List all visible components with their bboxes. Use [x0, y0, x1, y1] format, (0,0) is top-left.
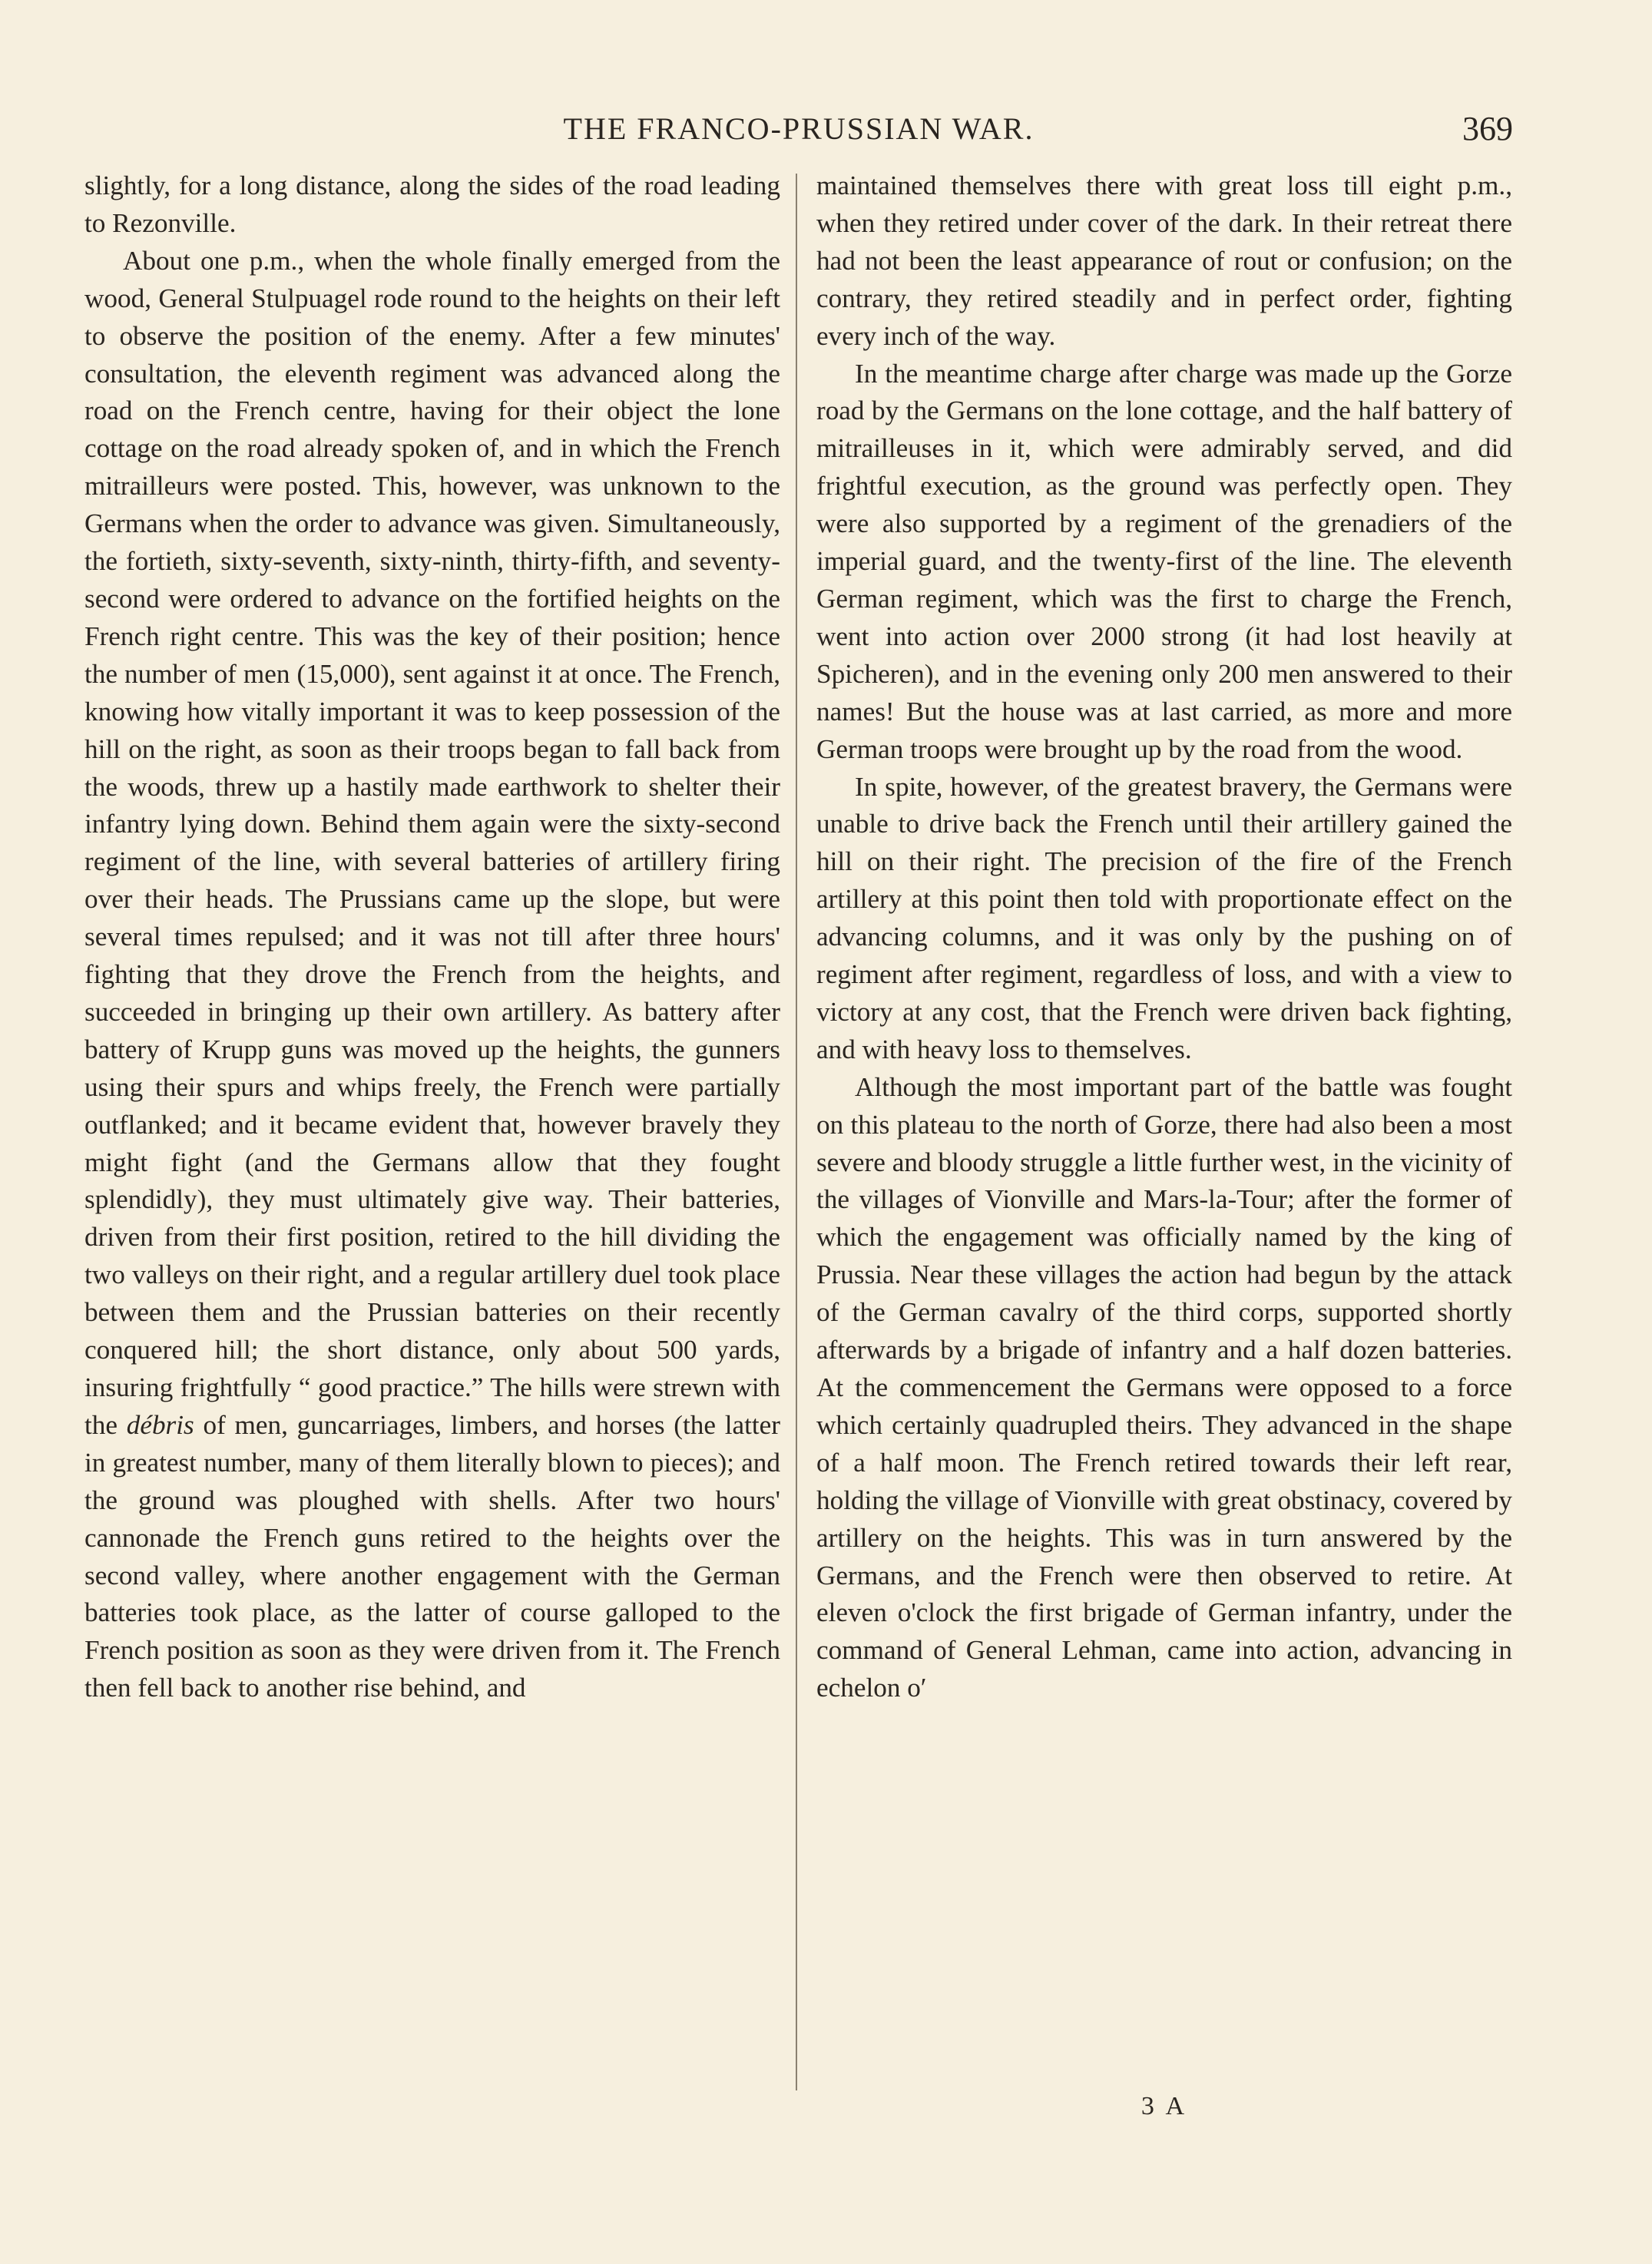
left-paragraph-1: slightly, for a long distance, along the sides of the road leading to Rezonville.	[84, 170, 780, 238]
column-rule	[796, 174, 797, 2090]
left-paragraph-2	[84, 243, 780, 1707]
left-paragraph-2-italic: débris	[126, 1409, 194, 1440]
signature-mark: 3 A	[1141, 2092, 1188, 2120]
right-paragraph-2: In the meantime charge after charge was made up the Gorze road by the Germans on the lone cottage, and the half battery of mitrailleuses in it, which were admirably served, and did frightful execution, as the ground was perfectly open. They were also supported by a regiment of the grenadiers of the imperial guard, and the twenty-first of the line. The eleventh German regiment, which was the first to charge the French, went into action over 2000 strong (it had lost heavily at Spicheren), and in the evening only 200 men answered to their names! But the house was at last carried, as more and more German troops were brought up by the road from the wood.	[816, 358, 1512, 764]
page-number: 369	[1462, 110, 1513, 147]
running-title: THE FRANCO-PRUSSIAN WAR.	[563, 111, 1035, 146]
left-paragraph-2-text-a: About one p.m., when the whole finally emerged from the wood, General Stulpuagel rode round to the heights on their left to observe the position of the enemy. After a few minutes' consultation, the eleventh regiment was advanced along the road on the French centre, having for their object the lone cottage on the road already spoken of, and in which the French mitrailleurs were posted. This, however, was unknown to the Germans when the order to advance was given. Simultaneously, the fortieth, sixty-seventh, sixty-ninth, thirty-fifth, and seventy-second were ordered to advance on the fortified heights on the French right centre. This was the key of their position; hence the number of men (15,000), sent against it at once. The French, knowing how vitally important it was to keep possession of the hill on the right, as soon as their troops began to fall back from the woods, threw up a hastily made earthwork to shelter their infantry lying down. Behind them again were the sixty-second regiment of the line, with several batteries of artillery firing over their heads. The Prussians came up the slope, but were several times repulsed; and it was not till after three hours' fighting that they drove the French from the heights, and succeeded in bringing up their own artillery. As battery after battery of Krupp guns was moved up the heights, the gunners using their spurs and whips freely, the French were partially outflanked; and it became evident that, however bravely they might fight (and the Germans allow that they fought splendidly), they must ultimately give way. Their batteries, driven from their first position, retired to the hill dividing the two valleys on their right, and a regular artillery duel took place between them and the Prussian batteries on their recently conquered hill; the short distance, only about 500 yards, insuring frightfully “ good practice.” The hills were strewn with the	[84, 245, 780, 1440]
left-paragraph-2-text-b: of men, guncarriages, limbers, and horses (the latter in greatest number, many of them literally blown to pieces); and the ground was ploughed with shells. After two hours' cannonade the French guns retired to the heights over the second valley, where another engagement with the German batteries took place, as the latter of course galloped to the French position as soon as they were driven from it. The French then fell back to another rise behind, and	[84, 1409, 780, 1703]
left-column	[84, 167, 780, 1707]
right-paragraph-4: Although the most important part of the battle was fought on this plateau to the north of Gorze, there had also been a most severe and bloody struggle a little further west, in the vicinity of the villages of Vionville and Mars-la-Tour; after the former of which the engagement was officially named by the king of Prussia. Near these villages the action had begun by the attack of the German cavalry of the third corps, supported shortly afterwards by a brigade of infantry and a half dozen batteries. At the commencement the Germans were opposed to a force which certainly quadrupled theirs. They advanced in the shape of a half moon. The French retired towards their left rear, holding the village of Vionville with great obstinacy, covered by artillery on the heights. This was in turn answered by the Germans, and the French were then observed to retire. At eleven o'clock the first brigade of German infantry, under the command of General Lehman, came into action, advancing in echelon o′	[816, 1071, 1512, 1703]
right-paragraph-3: In spite, however, of the greatest bravery, the Germans were unable to drive back the French until their artillery gained the hill on their right. The precision of the fire of the French artillery at this point then told with proportionate effect on the advancing columns, and it was only by the pushing on of regiment after regiment, regardless of loss, and with a view to victory at any cost, that the French were driven back fighting, and with heavy loss to themselves.	[816, 771, 1512, 1064]
running-head	[84, 106, 1513, 152]
right-paragraph-1: maintained themselves there with great loss till eight p.m., when they retired under cover of the dark. In their retreat there had not been the least appearance of rout or confusion; on the contrary, they retired steadily and in perfect order, fighting every inch of the way.	[816, 170, 1512, 351]
right-column	[816, 167, 1512, 1707]
